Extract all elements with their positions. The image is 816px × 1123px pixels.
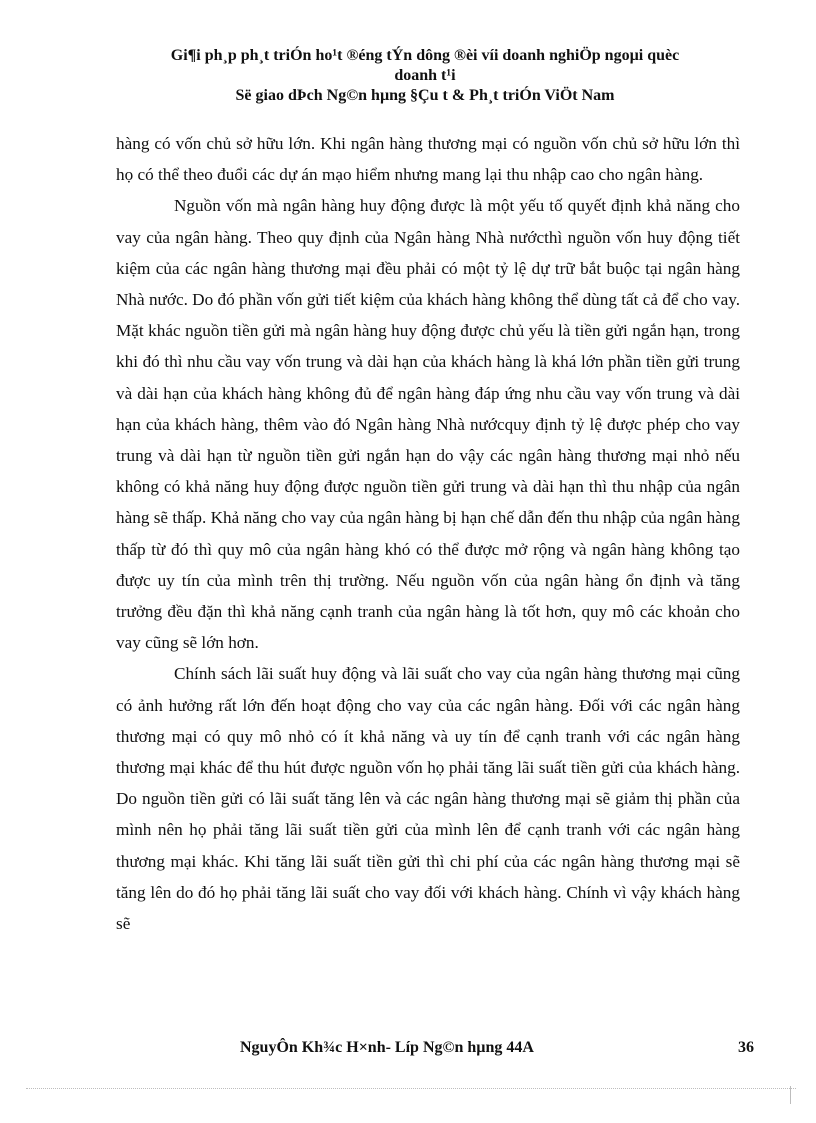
running-header: [80, 46, 770, 106]
header-title-line-1: Gi¶i ph¸p ph¸t triÓn ho¹t ®éng tÝn dông ®èi víi doanh nghiÖp ngoµi quèc: [170, 47, 680, 64]
page-number: 36: [738, 1039, 754, 1056]
body-text: [116, 128, 740, 939]
paragraph-capital-sources: Nguồn vốn mà ngân hàng huy động được là một yếu tố quyết định khả năng cho vay của ngân hàng. Theo quy định của Ngân hàng Nhà nướcthì nguồn vốn huy động tiết kiệm của các ngân hàng thương mại đều phải có một tỷ lệ dự trữ bắt buộc tại ngân hàng Nhà nước. Do đó phần vốn gửi tiết kiệm của khách hàng không thể dùng tất cả để cho vay. Mặt khác nguồn tiền gửi mà ngân hàng huy động được chủ yếu là tiền gửi ngắn hạn, trong khi đó thì nhu cầu vay vốn trung và dài hạn của khách hàng là khá lớn phần tiền gửi trung và dài hạn của khách hàng không đủ để ngân hàng đáp ứng nhu cầu vay vốn trung và dài hạn của khách hàng, thêm vào đó Ngân hàng Nhà nướcquy định tỷ lệ được phép cho vay trung và dài hạn từ nguồn tiền gửi ngắn hạn do vậy các ngân hàng thương mại nhỏ nếu không có khả năng huy động được nguồn tiền gửi trung và dài hạn thì thu nhập của ngân hàng sẽ thấp. Khả năng cho vay của ngân hàng bị hạn chế dẫn đến thu nhập của ngân hàng thấp từ đó thì quy mô của ngân hàng khó có thể được mở rộng và ngân hàng không tạo được uy tín của mình trên thị trường. Nếu nguồn vốn của ngân hàng ổn định và tăng trưởng đều đặn thì khả năng cạnh tranh của ngân hàng là tốt hơn, quy mô các khoản cho vay cũng sẽ lớn hơn.: [116, 196, 740, 653]
header-title-line-2: doanh t¹i: [394, 67, 456, 84]
header-subtitle: Së giao dÞch Ng©n hµng §Çu t & Ph¸t triÓn ViÖt Nam: [235, 87, 615, 104]
page-boundary-rule: [26, 1088, 796, 1089]
footer-author: NguyÔn Kh¾c H×nh- Líp Ng©n hµng 44A: [240, 1039, 534, 1056]
page-corner-mark: [790, 1086, 791, 1104]
paragraph-continued: hàng có vốn chủ sở hữu lớn. Khi ngân hàng thương mại có nguồn vốn chủ sở hữu lớn thì họ có thể theo đuổi các dự án mạo hiểm nhưng mang lại thu nhập cao cho ngân hàng.: [116, 134, 740, 185]
paragraph-interest-policy: Chính sách lãi suất huy động và lãi suất cho vay của ngân hàng thương mại cũng có ảnh hưởng rất lớn đến hoạt động cho vay của các ngân hàng. Đối với các ngân hàng thương mại có quy mô nhỏ có ít khả năng và uy tín để cạnh tranh với các ngân hàng thương mại khác để thu hút được nguồn vốn họ phải tăng lãi suất tiền gửi của khách hàng. Do nguồn tiền gửi có lãi suất tăng lên và các ngân hàng thương mại sẽ giảm thị phần của mình nên họ phải tăng lãi suất tiền gửi của mình lên để cạnh tranh với các ngân hàng thương mại khác. Khi tăng lãi suất tiền gửi thì chi phí của các ngân hàng thương mại sẽ tăng lên do đó họ phải tăng lãi suất cho vay đối với khách hàng. Chính vì vậy khách hàng sẽ: [116, 664, 740, 934]
running-footer: [0, 1037, 816, 1059]
